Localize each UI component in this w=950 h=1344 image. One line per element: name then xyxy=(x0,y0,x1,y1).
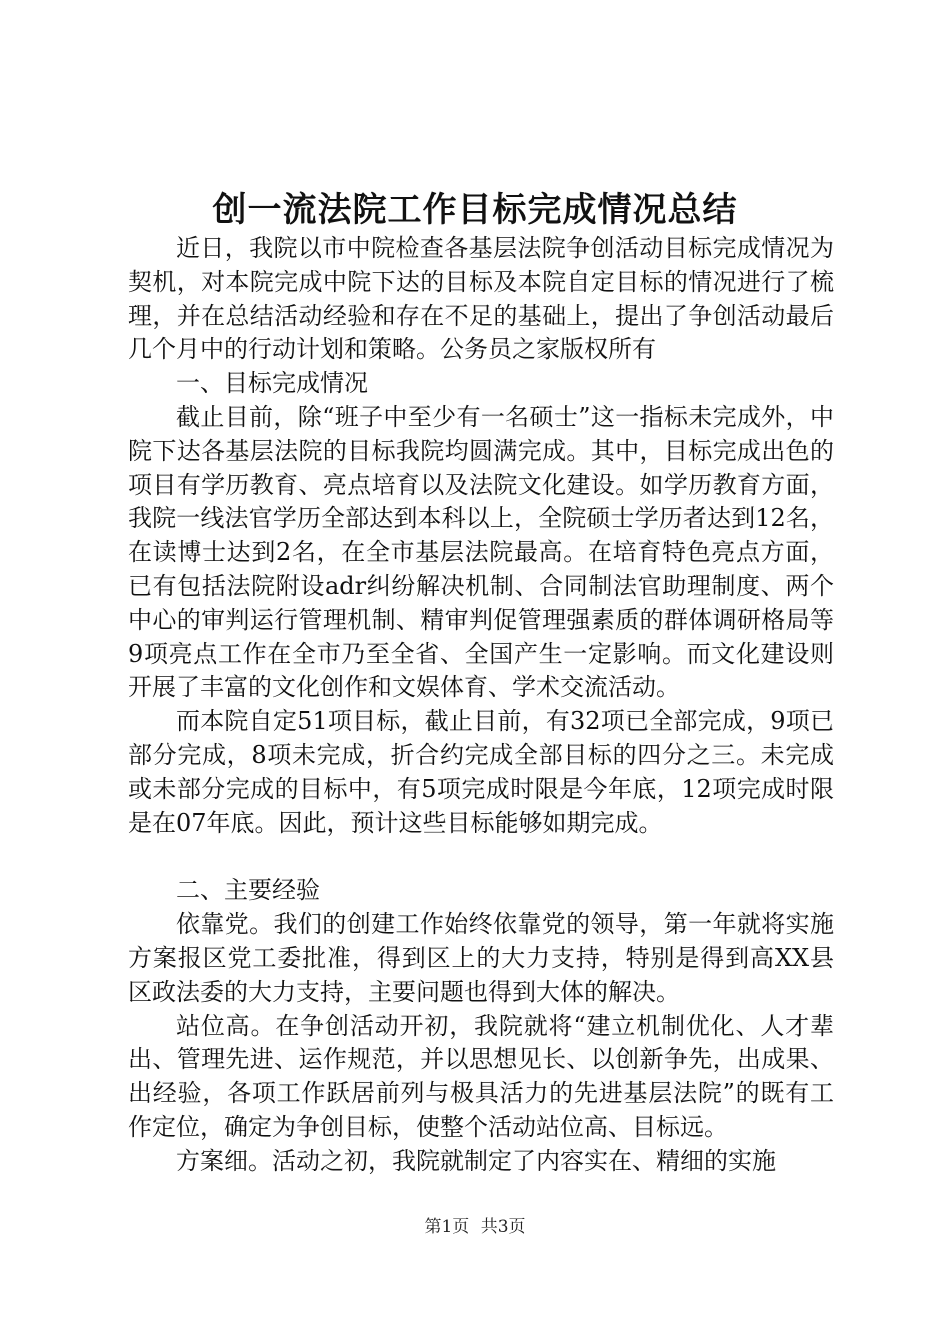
document-body xyxy=(128,232,834,1179)
experience-paragraph-party: 依靠党。我们的创建工作始终依靠党的领导，第一年就将实施方案报区党工委批准，得到区上的大力支持，特别是得到高XX县区政法委的大力支持，主要问题也得到大体的解决。 xyxy=(128,910,834,1006)
experience-paragraph-position: 站位高。在争创活动开初，我院就将“建立机制优化、人才辈出、管理先进、运作规范，并以思想见长、以创新争先，出成果、出经验，各项工作跃居前列与极具活力的先进基层法院”的既有工作定位，确定为争创目标，使整个活动站位高、目标远。 xyxy=(128,1011,834,1141)
section-heading-experience: 二、主要经验 xyxy=(176,876,320,905)
paragraph-spacer xyxy=(128,840,834,874)
section-heading-goals: 一、目标完成情况 xyxy=(176,369,368,398)
page-total: 共3页 xyxy=(480,1217,526,1237)
document-title: 创一流法院工作目标完成情况总结 xyxy=(212,190,738,230)
goals-paragraph: 截止目前，除“班子中至少有一名硕士”这一指标未完成外，中院下达各基层法院的目标我院均圆满完成。其中，目标完成出色的项目有学历教育、亮点培育以及法院文化建设。如学历教育方面，我院一线法官学历全部达到本科以上，全院硕士学历者达到12名，在读博士达到2名，在全市基层法院最高。在培育特色亮点方面，已有包括法院附设adr纠纷解决机制、合同制法官助理制度、两个中心的审判运行管理机制、精审判促管理强素质的群体调研格局等9项亮点工作在全市乃至全省、全国产生一定影响。而文化建设则开展了丰富的文化创作和文娱体育、学术交流活动。 xyxy=(128,402,834,702)
experience-paragraph-plan: 方案细。活动之初，我院就制定了内容实在、精细的实施 xyxy=(176,1146,776,1175)
page-number: 第1页 xyxy=(424,1217,470,1237)
self-goals-paragraph: 而本院自定51项目标，截止目前，有32项已全部完成，9项已部分完成，8项未完成，折合约完成全部目标的四分之三。未完成或未部分完成的目标中，有5项完成时限是今年底，12项完成时限是在07年底。因此，预计这些目标能够如期完成。 xyxy=(128,707,834,837)
page-footer xyxy=(0,1215,950,1239)
intro-paragraph: 近日，我院以市中院检查各基层法院争创活动目标完成情况为契机，对本院完成中院下达的目标及本院自定目标的情况进行了梳理，并在总结活动经验和存在不足的基础上，提出了争创活动最后几个月中的行动计划和策略。公务员之家版权所有 xyxy=(128,234,834,364)
